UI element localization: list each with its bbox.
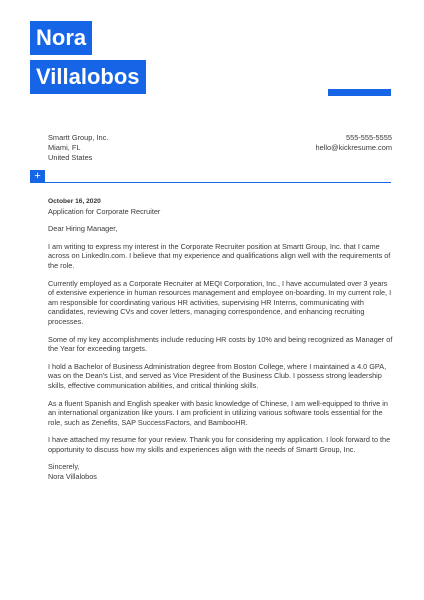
- recipient-city: Miami, FL: [48, 143, 81, 152]
- letter-paragraph: I hold a Bachelor of Business Administration degree from Boston College, where I maintained a 4.0 GPA, was on the Dean's List, and served as Vice President of the Business Club. I possess strong leadership skills, effective communication abilities, and critical thinking skills.: [48, 361, 387, 390]
- letter-greeting: Dear Hiring Manager,: [48, 224, 118, 234]
- letter-body: [48, 197, 394, 482]
- recipient-country: United States: [48, 153, 93, 162]
- accent-bar: [328, 89, 391, 96]
- contact-info: [315, 133, 392, 153]
- last-name: Villalobos: [30, 60, 146, 94]
- contact-phone: 555-555-5555: [345, 133, 392, 142]
- letter-paragraph: As a fluent Spanish and English speaker with basic knowledge of Chinese, I am well-equipped to thrive in an international organization like yours. I am proficient in utilizing various software tools essential for the role, such as Zenefits, SAP SuccessFactors, and BambooHR.: [48, 398, 388, 427]
- plus-icon: +: [30, 170, 45, 183]
- first-name: Nora: [30, 21, 92, 55]
- letter-signature: Nora Villalobos: [48, 472, 97, 482]
- section-divider: [30, 170, 391, 183]
- contact-email: hello@kickresume.com: [315, 143, 392, 152]
- recipient-address: [48, 133, 108, 163]
- recipient-company: Smartt Group, Inc.: [48, 133, 109, 142]
- divider-rule: [45, 182, 391, 183]
- letter-paragraph: I am writing to express my interest in the Corporate Recruiter position at Smartt Group, Inc. that I came across on LinkedIn.com. I believe that my experience and qualifications align well with the requirements of the role.: [48, 241, 391, 270]
- letter-date: October 16, 2020: [48, 198, 101, 205]
- letter-paragraph: Some of my key accomplishments include reducing HR costs by 10% and being recognized as Manager of the Year for exceeding targets.: [48, 334, 393, 354]
- letter-paragraph: I have attached my resume for your review. Thank you for considering my application. I look forward to the opportunity to discuss how my skills and experiences align with the needs of Smartt Group, Inc.: [48, 435, 391, 454]
- letter-paragraph: Currently employed as a Corporate Recruiter at MEQI Corporation, Inc., I have accumulated over 3 years of extensive experience in human resources management and employee on-boarding. In my current role, I am responsible for coordinating various HR activities, supervising HR Interns, communicating with candidates, reviewing CVs and cover letters, managing correspondence, and enhancing recruiting processes.: [48, 278, 392, 326]
- letter-subject: Application for Corporate Recruiter: [48, 206, 161, 216]
- letter-closing: Sincerely,: [48, 462, 80, 472]
